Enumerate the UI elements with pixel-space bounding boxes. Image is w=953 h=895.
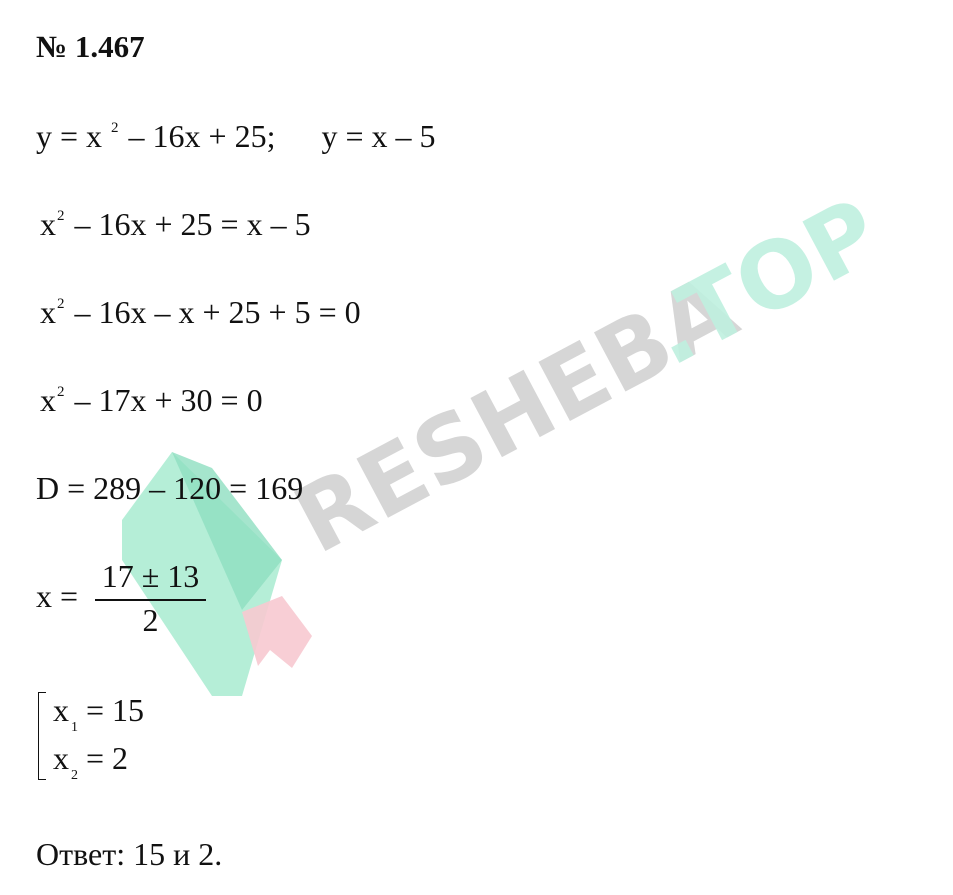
root-x1-var: x: [53, 692, 69, 728]
watermark-suffix: .TOP: [631, 177, 897, 387]
equation-step-3-power: 2: [57, 384, 65, 400]
root-fraction-numerator: 17 ± 13: [101, 558, 200, 594]
watermark-text-group: [278, 178, 896, 575]
equation-step-1-power: 2: [57, 208, 65, 224]
problem-number: № 1.467: [36, 29, 145, 64]
root-formula-lhs: x =: [36, 578, 79, 614]
root-x1-value: = 15: [78, 692, 145, 728]
equation-given-second: y = x – 5: [321, 118, 436, 154]
equation-step-2: [40, 296, 361, 328]
root-x2: [53, 740, 129, 783]
root-fraction-denominator: 2: [142, 602, 159, 638]
equation-given-rest: – 16x + 25;: [128, 118, 276, 154]
root-x1-index: 1: [71, 720, 78, 735]
roots-system: [36, 688, 236, 783]
equation-given: [36, 120, 436, 152]
equation-step-2-rest: – 16x – x + 25 + 5 = 0: [66, 294, 361, 330]
equation-given-base: x: [86, 118, 103, 154]
root-x2-value: = 2: [78, 740, 129, 776]
equation-step-2-base: x: [40, 294, 56, 330]
root-fraction-bar: [95, 599, 206, 601]
equation-step-3: [40, 384, 263, 416]
root-x2-var: x: [53, 740, 69, 776]
equation-step-1: [40, 208, 311, 240]
equation-step-2-power: 2: [57, 296, 65, 312]
watermark-text: RESHEBA: [278, 254, 754, 575]
equation-step-3-base: x: [40, 382, 56, 418]
answer-line: Ответ: 15 и 2.: [36, 836, 223, 872]
root-x1: [53, 692, 145, 735]
root-x2-index: 2: [71, 768, 78, 783]
equation-step-1-rest: – 16x + 25 = x – 5: [66, 206, 311, 242]
equation-given-lhs: y =: [36, 118, 87, 154]
equation-step-3-rest: – 17x + 30 = 0: [66, 382, 263, 418]
equation-step-1-base: x: [40, 206, 56, 242]
equation-given-power: 2: [111, 120, 119, 136]
discriminant-line: D = 289 – 120 = 169: [36, 470, 304, 506]
roots-bracket: [38, 692, 46, 780]
